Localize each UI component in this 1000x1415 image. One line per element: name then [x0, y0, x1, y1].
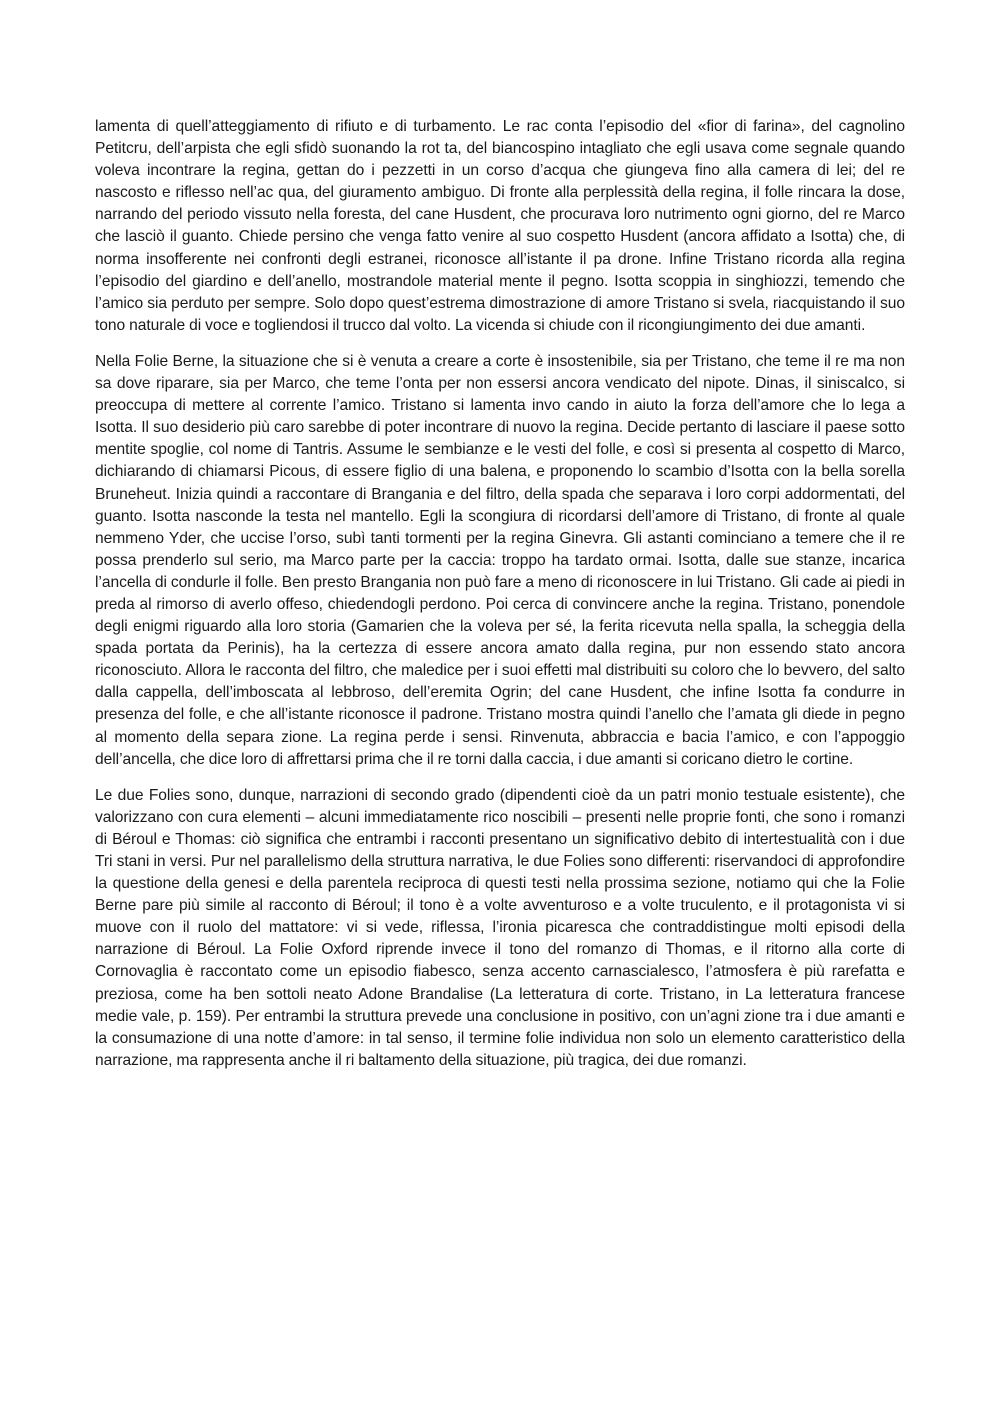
document-body: [95, 116, 905, 1086]
paragraph-1: lamenta di quell’atteggiamento di rifiuto e di turbamento. Le rac conta l’episodio del «fior di farina», del cagnolino Petitcru, dell’arpista che egli sfidò suonando la rot ta, del biancospino intagliato che egli usava come segnale quando voleva incontrare la regina, gettan do i pezzetti in un corso d’acqua che giungeva fino alla camera di lei; del re nascosto e riflesso nell’ac qua, del giuramento ambiguo. Di fronte alla perplessità della regina, il folle rincara la dose, narrando del periodo vissuto nella foresta, del cane Husdent, che procurava loro nutrimento ogni giorno, del re Marco che lasciò il guanto. Chiede persino che venga fatto venire al suo cospetto Husdent (ancora affidato a Isotta) che, di norma insofferente nei confronti degli estranei, riconosce all’istante il pa drone. Infine Tristano ricorda alla regina l’episodio del giardino e dell’anello, mostrandole material mente il pegno. Isotta scoppia in singhiozzi, temendo che l’amico sia perduto per sempre. Solo dopo quest’estrema dimostrazione di amore Tristano si svela, riacquistando il suo tono naturale di voce e togliendosi il trucco dal volto. La vicenda si chiude con il ricongiungimento dei due amanti.: [95, 118, 905, 334]
paragraph-2: Nella Folie Berne, la situazione che si è venuta a creare a corte è insostenibile, sia per Tristano, che teme il re ma non sa dove riparare, sia per Marco, che teme l’onta per non essersi ancora vendicato del nipote. Dinas, il siniscalco, si preoccupa di mettere al corrente l’amico. Tristano si lamenta invo cando in aiuto la forza dell’amore che lo lega a Isotta. Il suo desiderio più caro sarebbe di poter incontrare di nuovo la regina. Decide pertanto di lasciare il paese sotto mentite spoglie, col nome di Tantris. Assume le sembianze e le vesti del folle, e così si presenta al cospetto di Marco, dichiarando di chiamarsi Picous, di essere figlio di una balena, e proponendo lo scambio d’Isotta con la bella sorella Bruneheut. Inizia quindi a raccontare di Brangania e del filtro, della spada che separava i loro corpi addormentati, del guanto. Isotta nasconde la testa nel mantello. Egli la scongiura di ricordarsi dell’amore di Tristano, di fronte al quale nemmeno Yder, che uccise l’orso, subì tanti tormenti per la regina Ginevra. Gli astanti cominciano a temere che il re possa prenderlo sul serio, ma Marco parte per la caccia: troppo ha tardato ormai. Isotta, dalle sue stanze, incarica l’ancella di condurle il folle. Ben presto Brangania non può fare a meno di riconoscere in lui Tristano. Gli cade ai piedi in preda al rimorso di averlo offeso, chiedendogli perdono. Poi cerca di convincere anche la regina. Tristano, ponendole degli enigmi riguardo alla loro storia (Gamarien che la voleva per sé, la ferita ricevuta nella spalla, la scheggia della spada portata da Perinis), ha la certezza di essere ancora amato dalla regina, pur non essendo stato ancora riconosciuto. Allora le racconta del filtro, che maledice per i suoi effetti mal distribuiti su coloro che lo bevvero, del salto dalla cappella, dell’imboscata al lebbroso, dell’eremita Ogrin; del cane Husdent, che infine Isotta fa condurre in presenza del folle, e che all’istante riconosce il padrone. Tristano mostra quindi l’anello che l’amata gli diede in pegno al momento della separa zione. La regina perde i sensi. Rinvenuta, abbraccia e bacia l’amico, e con l’appoggio dell’ancella, che dice loro di affrettarsi prima che il re torni dalla caccia, i due amanti si coricano dietro le cortine.: [95, 352, 905, 768]
paragraph-3: Le due Folies sono, dunque, narrazioni di secondo grado (dipendenti cioè da un patri monio testuale esistente), che valorizzano con cura elementi – alcuni immediatamente rico noscibili – presenti nelle proprie fonti, che sono i romanzi di Béroul e Thomas: ciò significa che entrambi i racconti presentano un significativo debito di intertestualità con i due Tri stani in versi. Pur nel parallelismo della struttura narrativa, le due Folies sono differenti: riservandoci di approfondire la questione della genesi e della parentela reciproca di questi testi nella prossima sezione, notiamo qui che la Folie Berne pare più simile al racconto di Béroul; il tono è a volte avventuroso e a volte truculento, e il protagonista vi si muove con il ruolo del mattatore: vi si vede, riflessa, l’ironia picaresca che contraddistingue molti episodi della narrazione di Béroul. La Folie Oxford riprende invece il tono del romanzo di Thomas, e il ritorno alla corte di Cornovaglia è raccontato come un episodio fiabesco, senza accento carnascialesco, l’atmosfera è più rarefatta e preziosa, come ha ben sottoli neato Adone Brandalise (La letteratura di corte. Tristano, in La letteratura francese medie vale, p. 159). Per entrambi la struttura prevede una conclusione in positivo, con un’agni zione tra i due amanti e la consumazione di una notte d’amore: in tal senso, il termine folie individua non solo un elemento caratteristico della narrazione, ma rappresenta anche il ri baltamento della situazione, più tragica, dei due romanzi.: [95, 786, 905, 1069]
